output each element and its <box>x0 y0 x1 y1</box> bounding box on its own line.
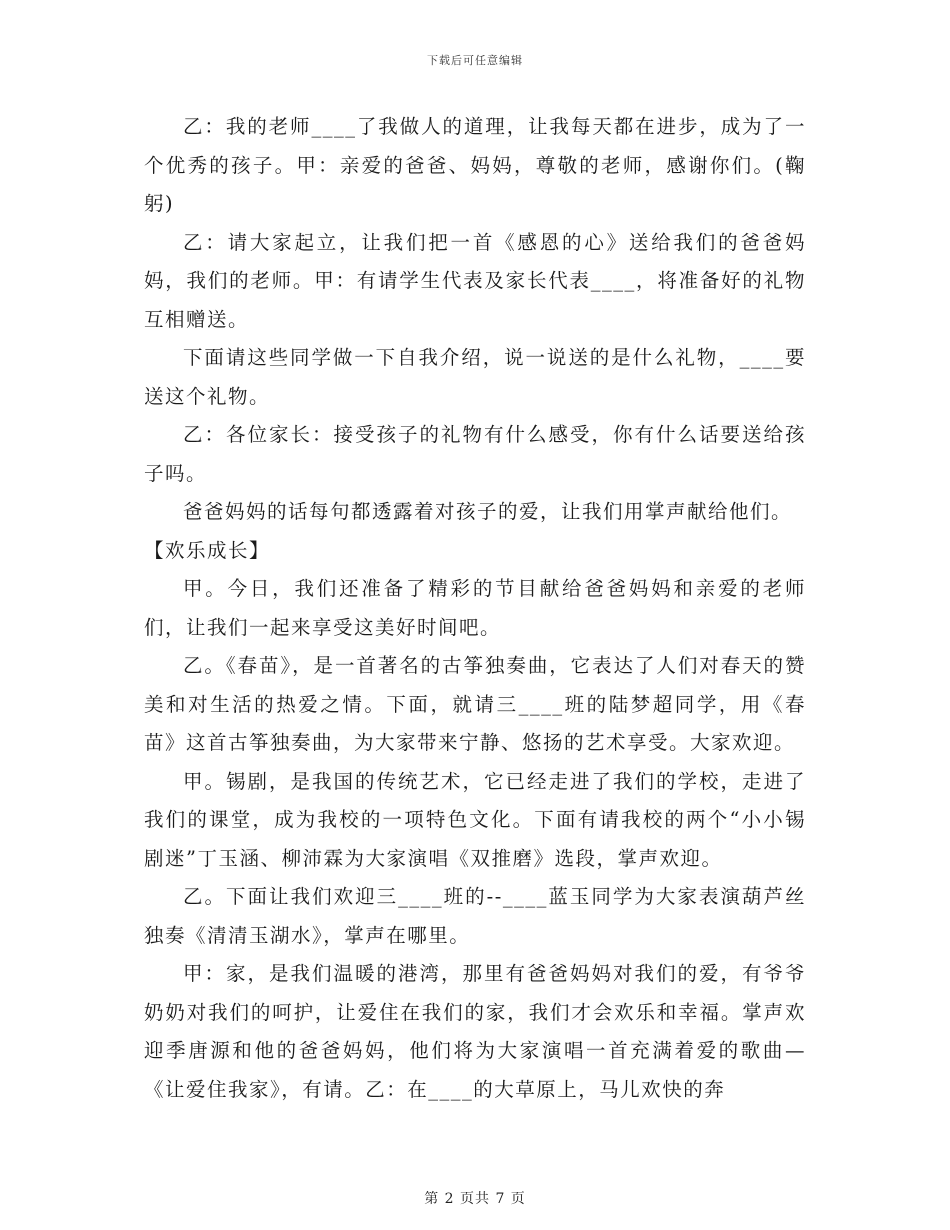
paragraph: 乙。下面让我们欢迎三____班的--____蓝玉同学为大家表演葫芦丝独奏《清清玉湖水》，掌声在哪里。 <box>144 885 806 947</box>
paragraph: 乙：请大家起立，让我们把一首《感恩的心》送给我们的爸爸妈妈，我们的老师。甲：有请学生代表及家长代表____，将准备好的礼物互相赠送。 <box>144 230 806 331</box>
page-number: 第 2 页共 7 页 <box>424 1191 526 1207</box>
paragraph: 甲。锡剧，是我国的传统艺术，它已经走进了我们的学校，走进了我们的课堂，成为我校的一项特色文化。下面有请我校的两个“小小锡剧迷”丁玉涵、柳沛霖为大家演唱《双推磨》选段，掌声欢迎。 <box>144 769 806 870</box>
paragraph: 甲：家，是我们温暖的港湾，那里有爸爸妈妈对我们的爱，有爷爷奶奶对我们的呵护，让爱住在我们的家，我们才会欢乐和幸福。掌声欢迎季唐源和他的爸爸妈妈，他们将为大家演唱一首充满着爱的歌曲—《让爱住我家》，有请。乙：在____的大草原上，马儿欢快的奔 <box>144 962 806 1101</box>
section-heading: 【欢乐成长】 <box>144 538 271 562</box>
paragraph: 爸爸妈妈的话每句都透露着对孩子的爱，让我们用掌声献给他们。 <box>183 500 793 523</box>
document-body <box>144 108 806 1109</box>
paragraph: 乙：我的老师____了我做人的道理，让我每天都在进步，成为了一个优秀的孩子。甲：亲爱的爸爸、妈妈，尊敬的老师，感谢你们。(鞠躬) <box>144 115 806 215</box>
page-header: 下载后可任意编辑 <box>427 54 523 67</box>
paragraph: 乙。《春苗》，是一首著名的古筝独奏曲，它表达了人们对春天的赞美和对生活的热爱之情。下面，就请三____班的陆梦超同学，用《春苗》这首古筝独奏曲，为大家带来宁静、悠扬的艺术享受。大家欢迎。 <box>144 654 806 754</box>
paragraph: 下面请这些同学做一下自我介绍，说一说送的是什么礼物，____要送这个礼物。 <box>144 346 806 408</box>
paragraph: 乙：各位家长：接受孩子的礼物有什么感受，你有什么话要送给孩子吗。 <box>144 423 806 485</box>
paragraph: 甲。今日，我们还准备了精彩的节目献给爸爸妈妈和亲爱的老师们，让我们一起来享受这美好时间吧。 <box>144 577 806 639</box>
